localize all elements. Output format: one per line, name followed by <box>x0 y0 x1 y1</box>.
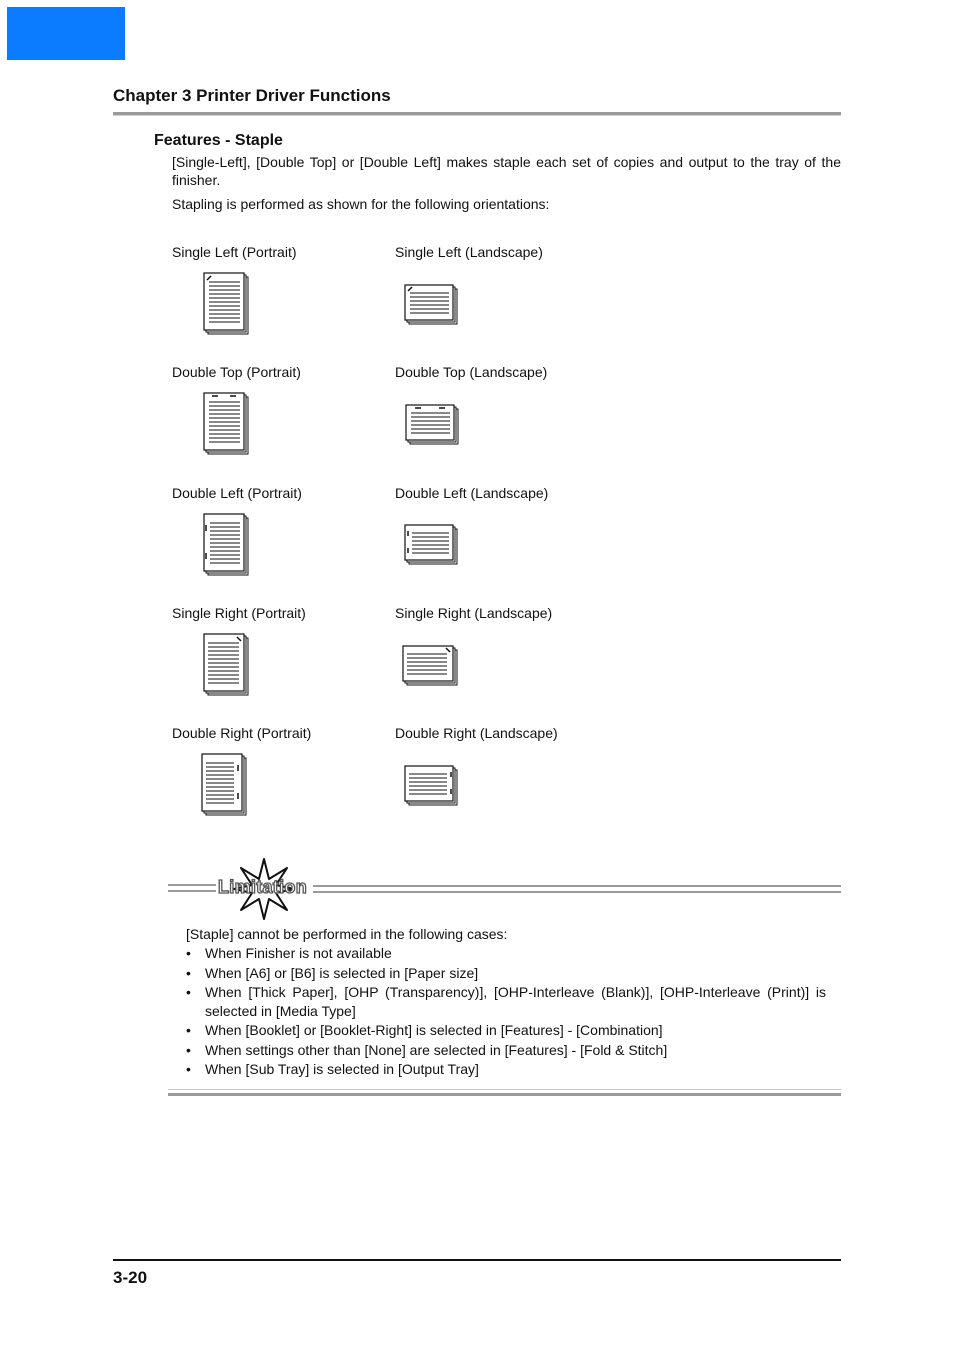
limitation-rule-right-bottom <box>313 891 841 893</box>
double-right-landscape-staple-icon <box>404 765 460 807</box>
section-paragraph-1: [Single-Left], [Double Top] or [Double Left] makes staple each set of copies and output to the tray of the finisher. <box>172 154 841 188</box>
double-left-portrait-staple-icon <box>201 513 251 577</box>
double-right-portrait-staple-icon <box>201 753 251 817</box>
label-double-left-landscape: Double Left (Landscape) <box>395 485 549 501</box>
footer-divider <box>113 1259 841 1261</box>
list-item: • When [Booklet] or [Booklet-Right] is selected in [Features] - [Combination] <box>186 1022 663 1039</box>
limitation-rule-left-bottom <box>168 890 216 892</box>
label-double-top-landscape: Double Top (Landscape) <box>395 364 548 380</box>
list-item: • When Finisher is not available <box>186 945 392 962</box>
single-right-landscape-staple-icon <box>401 645 459 687</box>
label-double-right-portrait: Double Right (Portrait) <box>172 725 312 741</box>
page-number: 3-20 <box>113 1268 148 1287</box>
chapter-divider <box>113 112 841 116</box>
list-item: • When [Thick Paper], [OHP (Transparency)], [OHP-Interleave (Blank)], [OHP-Interleave (Print)] is selected in [Media Type] <box>186 983 826 1020</box>
label-double-left-portrait: Double Left (Portrait) <box>172 485 302 501</box>
section-title: Features - Staple <box>154 132 283 149</box>
limitation-body <box>186 925 826 1079</box>
limitation-end-rule <box>168 1093 841 1096</box>
list-item: • When [Sub Tray] is selected in [Output Tray] <box>186 1061 479 1078</box>
single-left-portrait-staple-icon <box>203 272 251 336</box>
section-paragraph-2: Stapling is performed as shown for the following orientations: <box>172 196 550 212</box>
chapter-heading: Chapter 3 Printer Driver Functions <box>113 86 391 105</box>
single-left-landscape-staple-icon <box>404 284 460 326</box>
label-single-left-landscape: Single Left (Landscape) <box>395 244 543 260</box>
limitation-rule-left-top <box>168 884 216 886</box>
double-top-portrait-staple-icon <box>203 392 251 456</box>
label-double-right-landscape: Double Right (Landscape) <box>395 725 558 741</box>
label-single-right-landscape: Single Right (Landscape) <box>395 605 553 621</box>
double-left-landscape-staple-icon <box>404 524 460 566</box>
label-single-left-portrait: Single Left (Portrait) <box>172 244 297 260</box>
chapter-color-tab <box>7 7 125 60</box>
limitation-badge: Limitation <box>218 877 307 897</box>
limitation-end-rule-thin <box>168 1089 841 1090</box>
list-item: • When settings other than [None] are selected in [Features] - [Fold & Stitch] <box>186 1041 668 1058</box>
list-item: • When [A6] or [B6] is selected in [Paper size] <box>186 964 479 981</box>
limitation-rule-right-top <box>313 885 841 887</box>
label-single-right-portrait: Single Right (Portrait) <box>172 605 306 621</box>
label-double-top-portrait: Double Top (Portrait) <box>172 364 301 380</box>
limitation-intro: [Staple] cannot be performed in the following cases: <box>186 926 508 942</box>
double-top-landscape-staple-icon <box>405 404 461 446</box>
limitation-list <box>186 944 826 1079</box>
single-right-portrait-staple-icon <box>203 633 251 697</box>
